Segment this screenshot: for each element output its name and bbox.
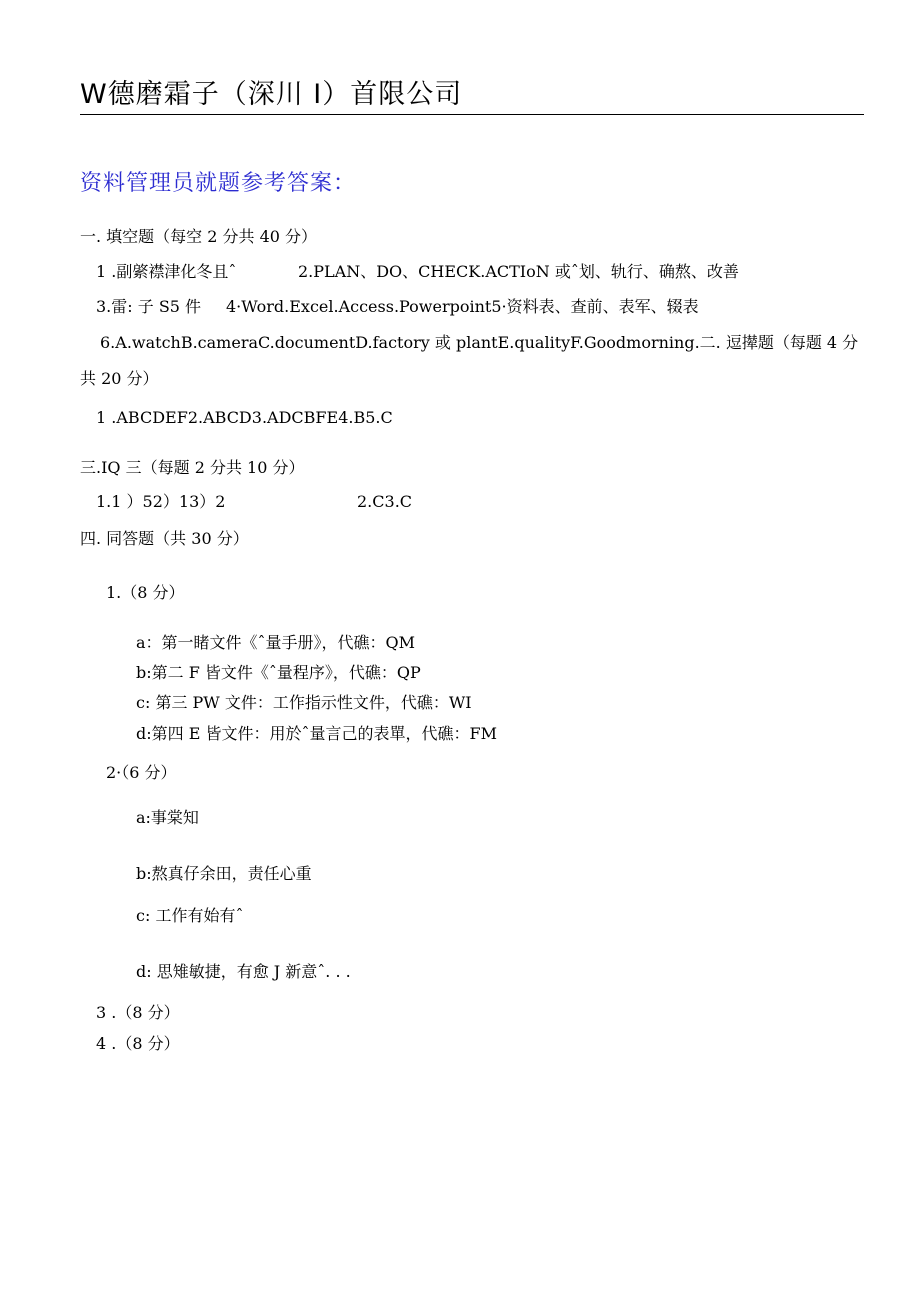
section1-answer-2: 2.PLAN、DO、CHECK.ACTIoN 或ˆ划、轨行、确熬、改善 (298, 262, 739, 281)
document-title: 资料管理员就题参考答案： (80, 171, 357, 196)
question4-label: 4 .（8 分） (96, 1034, 180, 1053)
company-name: W德磨霜子（深川 I）首限公司 (80, 79, 463, 110)
question1-item-d: d:第四 E 皆文件：用於ˆ量言己的表單，代礁：FM (136, 724, 497, 743)
section3-answer-2-3: 2.C3.C (357, 492, 413, 511)
section3-answer-1: 1.1 ）52）13）2 (96, 492, 226, 511)
section3-heading: 三.IQ 三（每题 2 分共 10 分） (80, 458, 305, 477)
question1-item-b: b:第二 F 皆文件《ˆ量程序》，代礁：QP (136, 663, 421, 682)
question2-item-d: d: 思雉敏捷，有愈 J 新意ˆ. . . (136, 962, 351, 981)
question2-item-b: b:熬真仔余田，责任心重 (136, 864, 312, 883)
section1-heading: 一. 填空题（每空 2 分共 40 分） (80, 227, 318, 246)
question2-item-a: a:事棠知 (136, 808, 199, 827)
section1-answer-6: 6.A.watchB.cameraC.documentD.factory 或 plantE.qualityF.Goodmorning.二. 逗撵题（每题 4 分共 20 分） (80, 333, 859, 388)
question1-label: 1.（8 分） (106, 583, 185, 602)
section1-answer-1: 1 .副綮襟津化冬且ˆ (96, 262, 237, 281)
question3-label: 3 .（8 分） (96, 1003, 180, 1022)
section4-heading: 四. 同答题（共 30 分） (80, 529, 249, 548)
question2-label: 2·（6 分） (106, 763, 177, 782)
header-divider (80, 114, 864, 115)
question2-item-c: c: 工作有始有ˆ (136, 906, 244, 925)
question1-item-a: a：第一睹文件《ˆ量手册》，代礁：QM (136, 633, 416, 652)
section2-answers: 1 .ABCDEF2.ABCD3.ADCBFE4.B5.C (96, 408, 393, 427)
section1-answer-4-5: 4·Word.Excel.Access.Powerpoint5·资料表、查前、表军、辍表 (226, 297, 699, 316)
question1-item-c: c: 第三 PW 文件：工作指示性文件，代礁：WI (136, 693, 472, 712)
section1-answer-3: 3.雷: 子 S5 件 (96, 297, 202, 316)
